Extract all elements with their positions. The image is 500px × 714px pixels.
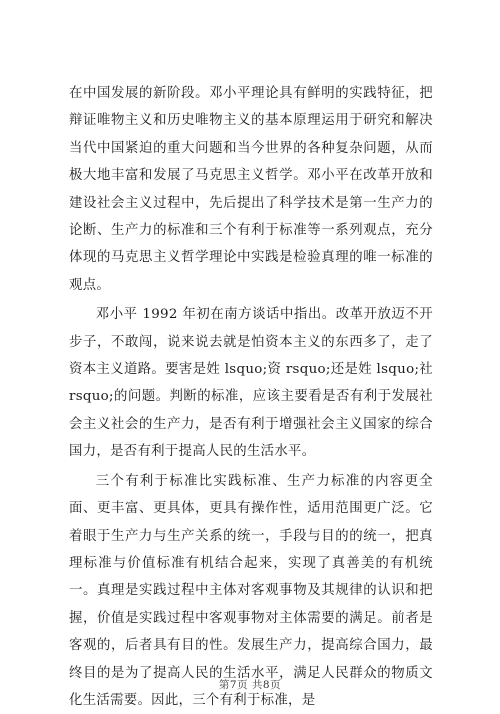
paragraph-1: 在中国发展的新阶段。邓小平理论具有鲜明的实践特征，把辩证唯物主义和历史唯物主义的基本原理运用于研究和解决当代中国紧迫的重大问题和当今世界的各种复杂问题，从而极大地丰富和发展了马克思主义哲学。邓小平在改革开放和建设社会主义过程中，先后提出了科学技术是第一生产力的论断、生产力的标准和三个有利于标准等一系列观点，充分体现的马克思主义哲学理论中实践是检验真理的唯一标准的观点。 bbox=[69, 86, 433, 293]
page-number-footer: 第7页 共8页 bbox=[218, 679, 282, 691]
paragraph-2: 邓小平 1992 年初在南方谈话中指出。改革开放迈不开步子，不敢闯，说来说去就是怕资本主义的东西多了，走了资本主义道路。要害是姓 lsquo;资 rsquo;还是姓 lsquo;社 rsquo;的问题。判断的标准，应该主要看是否有利于发展社会主义社会的生产力，是否有利于增强社会主义国家的综合国力，是否有利于提高人民的生活水平。 bbox=[69, 307, 433, 460]
paragraph-3: 三个有利于标准比实践标准、生产力标准的内容更全面、更丰富、更具体，更具有操作性，适用范围更广泛。它着眼于生产力与生产关系的统一，手段与目的的统一，把真理标准与价值标准有机结合起来，实现了真善美的有机统一。真理是实践过程中主体对客观事物及其规律的认识和把握，价值是实践过程中客观事物对主体需要的满足。前者是客观的，后者具有目的性。发展生产力，提高综合国力，最终目的是为了提高人民的生活水平，满足人民群众的物质文化生活需要。因此，三个有利于标准，是 bbox=[69, 473, 433, 708]
document-body bbox=[69, 80, 433, 714]
